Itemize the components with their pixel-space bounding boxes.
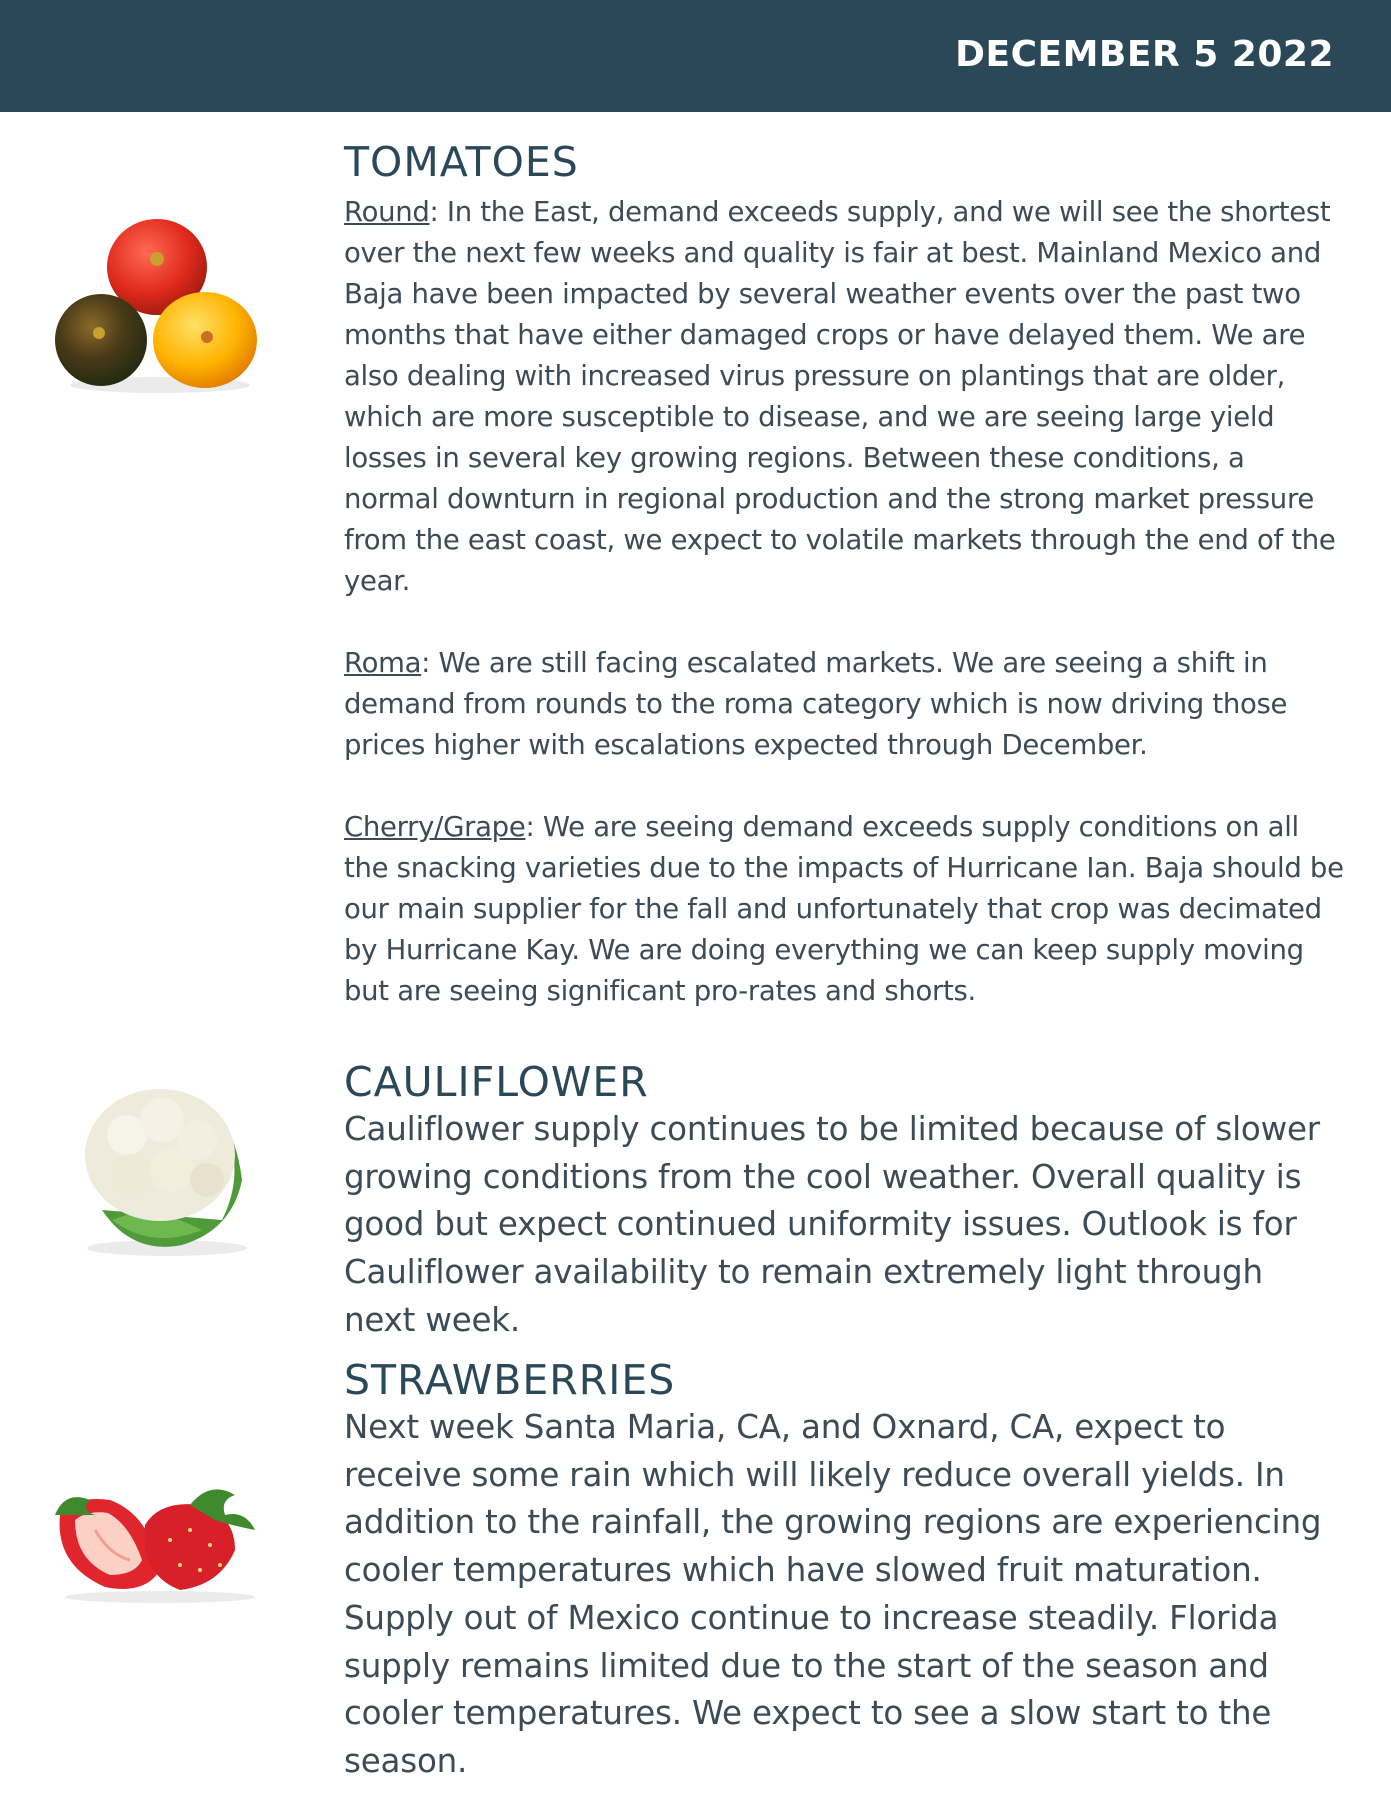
header-bar: [0, 0, 1391, 112]
cauliflower-section: [344, 1058, 1344, 1345]
strawberries-text: Next week Santa Maria, CA, and Oxnard, CA, expect to receive some rain which will likely reduce overall yields. In addition to the rainfall, the growing regions are experiencing cooler temperatures which have slowed fruit maturation. Supply out of Mexico continue to increase steadily. Florida supply remains limited due to the start of the season and cooler temperatures. We expect to see a slow start to the season.: [344, 1408, 1322, 1780]
strawberries-section: [344, 1356, 1344, 1786]
tomatoes-section: [344, 138, 1344, 1012]
tomatoes-title: TOMATOES: [344, 138, 579, 186]
cauliflower-image: [72, 1080, 257, 1260]
cherry-paragraph: [344, 807, 1344, 1012]
cherry-text: : We are seeing demand exceeds supply conditions on all the snacking varieties due to the impacts of Hurricane Ian. Baja should be our main supplier for the fall and unfortunately that crop was decimated by Hurricane Kay. We are doing everything we can keep supply moving but are seeing significant pro-rates and shorts.: [344, 811, 1344, 1007]
report-date: DECEMBER 5 2022: [955, 34, 1334, 75]
tomatoes-image: [55, 215, 265, 395]
round-text: : In the East, demand exceeds supply, and we will see the shortest over the next few weeks and quality is fair at best. Mainland Mexico and Baja have been impacted by several weather events over the past two months that have either damaged crops or have delayed them. We are also dealing with increased virus pressure on plantings that are older, which are more susceptible to disease, and we are seeing large yield losses in several key growing regions. Between these conditions, a normal downturn in regional production and the strong market pressure from the east coast, we expect to volatile markets through the end of the year.: [344, 196, 1336, 597]
cauliflower-title: CAULIFLOWER: [344, 1058, 649, 1106]
roma-label: Roma: [344, 647, 422, 679]
cherry-label: Cherry/Grape: [344, 811, 526, 843]
strawberries-image: [50, 1475, 270, 1605]
strawberries-title: STRAWBERRIES: [344, 1356, 676, 1404]
cauliflower-text: Cauliflower supply continues to be limited because of slower growing conditions from the cool weather. Overall quality is good but expect continued uniformity issues. Outlook is for Cauliflower availability to remain extremely light through next week.: [344, 1110, 1320, 1339]
round-paragraph: [344, 192, 1344, 602]
round-label: Round: [344, 196, 430, 228]
roma-text: : We are still facing escalated markets. We are seeing a shift in demand from rounds to the roma category which is now driving those prices higher with escalations expected through December.: [344, 647, 1288, 761]
roma-paragraph: [344, 643, 1344, 766]
